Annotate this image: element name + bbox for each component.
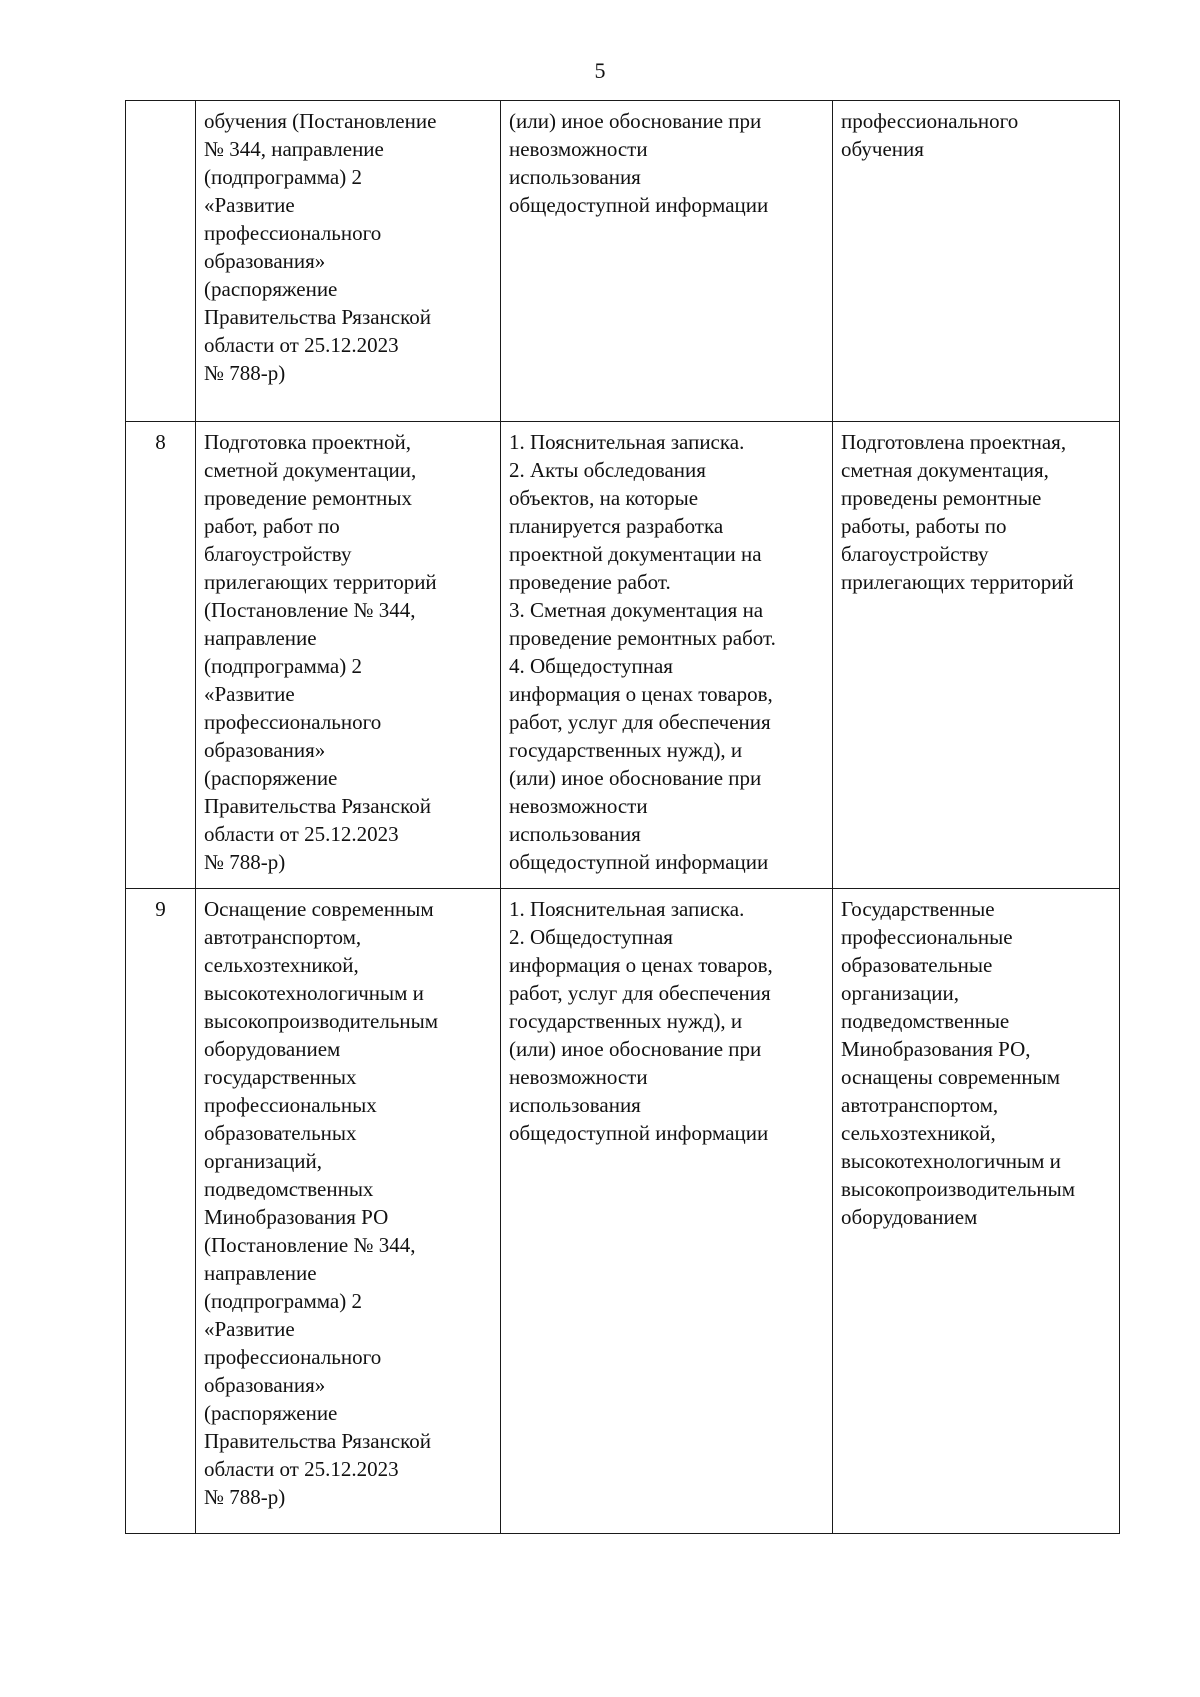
cell-text-line: «Развитие [204, 682, 295, 706]
result-cell [833, 101, 1120, 422]
activity-cell [196, 422, 501, 889]
cell-text-line: подведомственные [841, 1009, 1010, 1033]
cell-text-line: образовательных [204, 1121, 357, 1145]
cell-text-line: образования» [204, 1373, 326, 1397]
cell-text-line: «Развитие [204, 1317, 295, 1341]
cell-text-line: сметная документация, [841, 458, 1049, 482]
cell-text-line: общедоступной информации [509, 193, 769, 217]
cell-text-line: организации, [841, 981, 959, 1005]
cell-text-line: информация о ценах товаров, [509, 682, 773, 706]
cell-text-line: 1. Пояснительная записка. [509, 430, 745, 454]
cell-text-line: профессионального [204, 710, 382, 734]
cell-text-line: образования» [204, 249, 326, 273]
cell-text-line: обучения (Постановление [204, 109, 437, 133]
cell-text-line: автотранспортом, [204, 925, 362, 949]
cell-text-line: (распоряжение [204, 766, 338, 790]
cell-text-line: высокотехнологичным и [841, 1149, 1061, 1173]
cell-text-line: использования [509, 1093, 641, 1117]
cell-text-line: высокопроизводительным [841, 1177, 1076, 1201]
cell-text-line: проведение ремонтных работ. [509, 626, 776, 650]
cell-text-line: оборудованием [841, 1205, 978, 1229]
table-body [126, 101, 1120, 1534]
cell-text-line: (распоряжение [204, 277, 338, 301]
cell-text-line: 4. Общедоступная [509, 654, 673, 678]
cell-text-line: проведение ремонтных [204, 486, 413, 510]
cell-text-line: невозможности [509, 1065, 648, 1089]
cell-text-line: работы, работы по [841, 514, 1007, 538]
cell-text-line: 2. Акты обследования [509, 458, 706, 482]
cell-text-line: невозможности [509, 794, 648, 818]
cell-text-line: проведены ремонтные [841, 486, 1042, 510]
cell-text-line: направление [204, 1261, 317, 1285]
cell-text-line: подведомственных [204, 1177, 374, 1201]
cell-text-line: Правительства Рязанской [204, 794, 431, 818]
result-cell [833, 422, 1120, 889]
cell-text-line: оборудованием [204, 1037, 341, 1061]
cell-text-line: № 344, направление [204, 137, 384, 161]
cell-text-line: высокотехнологичным и [204, 981, 424, 1005]
cell-text-line: профессионального [841, 109, 1019, 133]
activity-cell [196, 889, 501, 1534]
cell-text-line: информация о ценах товаров, [509, 953, 773, 977]
cell-text-line: государственных нужд), и [509, 738, 743, 762]
cell-text-line: Оснащение современным [204, 897, 434, 921]
cell-text-line: 1. Пояснительная записка. [509, 897, 745, 921]
cell-text-line: Правительства Рязанской [204, 305, 431, 329]
cell-text-line: Минобразования РО [204, 1205, 389, 1229]
cell-text-line: работ, услуг для обеспечения [509, 981, 771, 1005]
cell-text-line: образования» [204, 738, 326, 762]
table-row [126, 889, 1120, 1534]
cell-text-line: Подготовка проектной, [204, 430, 411, 454]
cell-text-line: № 788-р) [204, 850, 286, 874]
table-row [126, 101, 1120, 422]
cell-text-line: работ, услуг для обеспечения [509, 710, 771, 734]
cell-text-line: проведение работ. [509, 570, 671, 594]
cell-text-line: объектов, на которые [509, 486, 699, 510]
cell-text-line: прилегающих территорий [841, 570, 1074, 594]
cell-text-line: (подпрограмма) 2 [204, 165, 362, 189]
cell-text-line: сметной документации, [204, 458, 417, 482]
cell-text-line: (распоряжение [204, 1401, 338, 1425]
page-number: 5 [594, 58, 606, 83]
row-number-cell [126, 101, 196, 422]
cell-text-line: № 788-р) [204, 1485, 286, 1509]
cell-text-line: организаций, [204, 1149, 322, 1173]
cell-text-line: высокопроизводительным [204, 1009, 439, 1033]
row-number-cell: 9 [126, 889, 196, 1534]
cell-text-line: сельхозтехникой, [841, 1121, 996, 1145]
cell-text-line: № 788-р) [204, 361, 286, 385]
cell-text-line: 2. Общедоступная [509, 925, 673, 949]
cell-text-line: направление [204, 626, 317, 650]
cell-text-line: (или) иное обоснование при [509, 109, 762, 133]
cell-text-line: использования [509, 822, 641, 846]
documents-cell [501, 889, 833, 1534]
cell-text-line: (подпрограмма) 2 [204, 1289, 362, 1313]
cell-text-line: профессиональных [204, 1093, 377, 1117]
result-cell [833, 889, 1120, 1534]
cell-text-line: профессионального [204, 221, 382, 245]
cell-text-line: профессиональные [841, 925, 1013, 949]
cell-text-line: области от 25.12.2023 [204, 333, 399, 357]
cell-text-line: Минобразования РО, [841, 1037, 1031, 1061]
cell-text-line: (подпрограмма) 2 [204, 654, 362, 678]
cell-text-line: обучения [841, 137, 924, 161]
activity-cell [196, 101, 501, 422]
cell-text-line: общедоступной информации [509, 1121, 769, 1145]
cell-text-line: невозможности [509, 137, 648, 161]
cell-text-line: государственных [204, 1065, 357, 1089]
cell-text-line: использования [509, 165, 641, 189]
cell-text-line: прилегающих территорий [204, 570, 437, 594]
cell-text-line: работ, работ по [204, 514, 340, 538]
cell-text-line: области от 25.12.2023 [204, 822, 399, 846]
cell-text-line: автотранспортом, [841, 1093, 999, 1117]
cell-text-line: (Постановление № 344, [204, 598, 416, 622]
row-number-cell: 8 [126, 422, 196, 889]
cell-text-line: 3. Сметная документация на [509, 598, 764, 622]
cell-text-line: «Развитие [204, 193, 295, 217]
cell-text-line: профессионального [204, 1345, 382, 1369]
table-row [126, 422, 1120, 889]
cell-text-line: (или) иное обоснование при [509, 1037, 762, 1061]
cell-text-line: Подготовлена проектная, [841, 430, 1067, 454]
cell-text-line: сельхозтехникой, [204, 953, 359, 977]
documents-cell [501, 422, 833, 889]
cell-text-line: (Постановление № 344, [204, 1233, 416, 1257]
cell-text-line: области от 25.12.2023 [204, 1457, 399, 1481]
cell-text-line: проектной документации на [509, 542, 762, 566]
documents-cell [501, 101, 833, 422]
cell-text-line: общедоступной информации [509, 850, 769, 874]
cell-text-line: благоустройству [841, 542, 989, 566]
cell-text-line: (или) иное обоснование при [509, 766, 762, 790]
activities-table [125, 100, 1120, 1534]
cell-text-line: благоустройству [204, 542, 352, 566]
cell-text-line: образовательные [841, 953, 993, 977]
cell-text-line: планируется разработка [509, 514, 724, 538]
cell-text-line: Государственные [841, 897, 995, 921]
cell-text-line: государственных нужд), и [509, 1009, 743, 1033]
cell-text-line: Правительства Рязанской [204, 1429, 431, 1453]
cell-text-line: оснащены современным [841, 1065, 1061, 1089]
